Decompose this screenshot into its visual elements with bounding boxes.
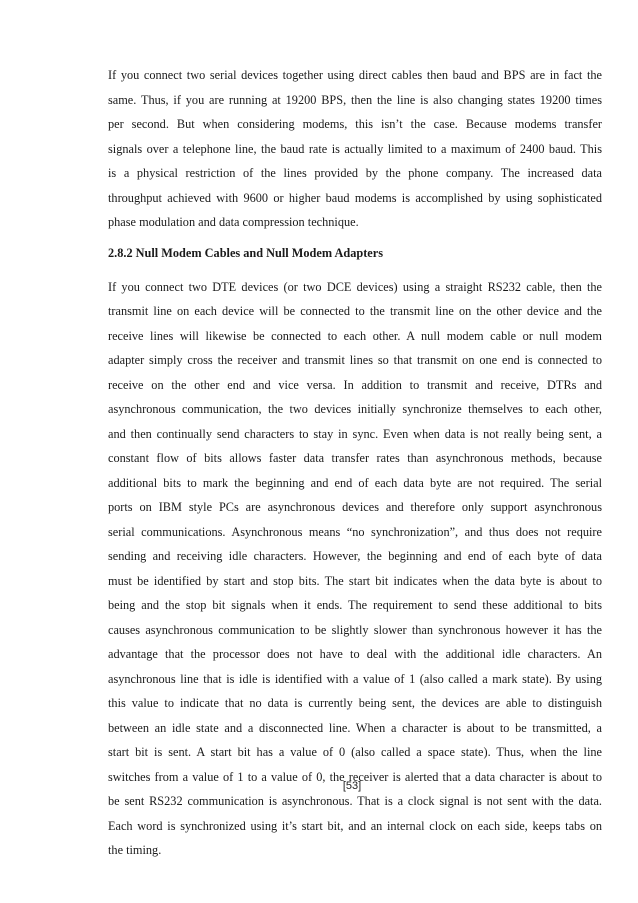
text-line: same. Thus, if you are running at 19200 BPS, then the line is also changing states 19200 times [108,92,602,107]
text-line: per second. But when considering modems, this isn’t the case. Because modems transfer [108,117,602,131]
text-line: adapter simply cross the receiver and transmit lines so that transmit on one end is connected to [108,353,602,367]
page-body [108,63,602,863]
text-line: start bit is sent. A start bit has a value of 0 (also called a space state). Thus, when the line [108,745,602,759]
text-line: this value to indicate that no data is currently being sent, the devices are able to distinguish [108,696,602,710]
text-line: constant flow of bits allows faster data transfer rates than asynchronous methods, because [108,451,602,465]
text-line: phase modulation and data compression technique. [108,215,359,229]
text-line: throughput achieved with 9600 or higher baud modems is accomplished by using sophisticated [108,190,602,205]
text-line: If you connect two DTE devices (or two DCE devices) using a straight RS232 cable, then the [108,279,602,294]
text-line: receive lines will likewise be connected to each other. A null modem cable or null modem [108,328,602,343]
page-number: [53] [342,780,362,792]
text-line: switches from a value of 1 to a value of 0, the receiver is alerted that a data character is about to [108,769,602,784]
text-line: causes asynchronous communication to be slightly slower than synchronous however it has the [108,622,602,637]
text-line: transmit line on each device will be connected to the transmit line on the other device and the [108,304,602,318]
text-line: is a physical restriction of the lines provided by the phone company. The increased data [108,166,602,180]
text-line: must be identified by start and stop bits. The start bit indicates when the data byte is about to [108,573,602,588]
text-line: advantage that the processor does not have to deal with the additional idle characters. An [108,647,602,661]
text-line: receive on the other end and vice versa. In addition to transmit and receive, DTRs and [108,377,602,392]
text-line: and then continually send characters to stay in sync. Even when data is not really being sent, a [108,426,602,441]
text-line: the timing. [108,843,162,857]
text-line: asynchronous communication, the two devices initially synchronize themselves to each other, [108,402,602,416]
text-line: If you connect two serial devices together using direct cables then baud and BPS are in fact the [108,68,602,82]
text-line: additional bits to mark the beginning and end of each data byte are not required. The serial [108,475,602,490]
text-line: sending and receiving idle characters. However, the beginning and end of each byte of data [108,549,602,563]
text-line: between an idle state and a disconnected line. When a character is about to be transmitted, a [108,720,602,735]
text-line: Each word is synchronized using it’s start bit, and an internal clock on each side, keeps tabs on [108,818,602,833]
text-line: asynchronous line that is idle is identified with a value of 1 (also called a mark state). By using [108,671,602,686]
text-line: be sent RS232 communication is asynchronous. That is a clock signal is not sent with the data. [108,794,602,808]
text-line: signals over a telephone line, the baud rate is actually limited to a maximum of 2400 baud. This [108,141,602,156]
text-line: ports on IBM style PCs are asynchronous devices and therefore only support asynchronous [108,500,602,514]
paragraph-baud-vs-bps [108,63,602,235]
paragraph-null-modem [108,275,602,863]
text-line: being and the stop bit signals when it ends. The requirement to send these additional to bits [108,598,602,612]
text-line: serial communications. Asynchronous means “no synchronization”, and thus does not require [108,524,602,539]
section-heading: 2.8.2 Null Modem Cables and Null Modem Adapters [108,245,383,260]
